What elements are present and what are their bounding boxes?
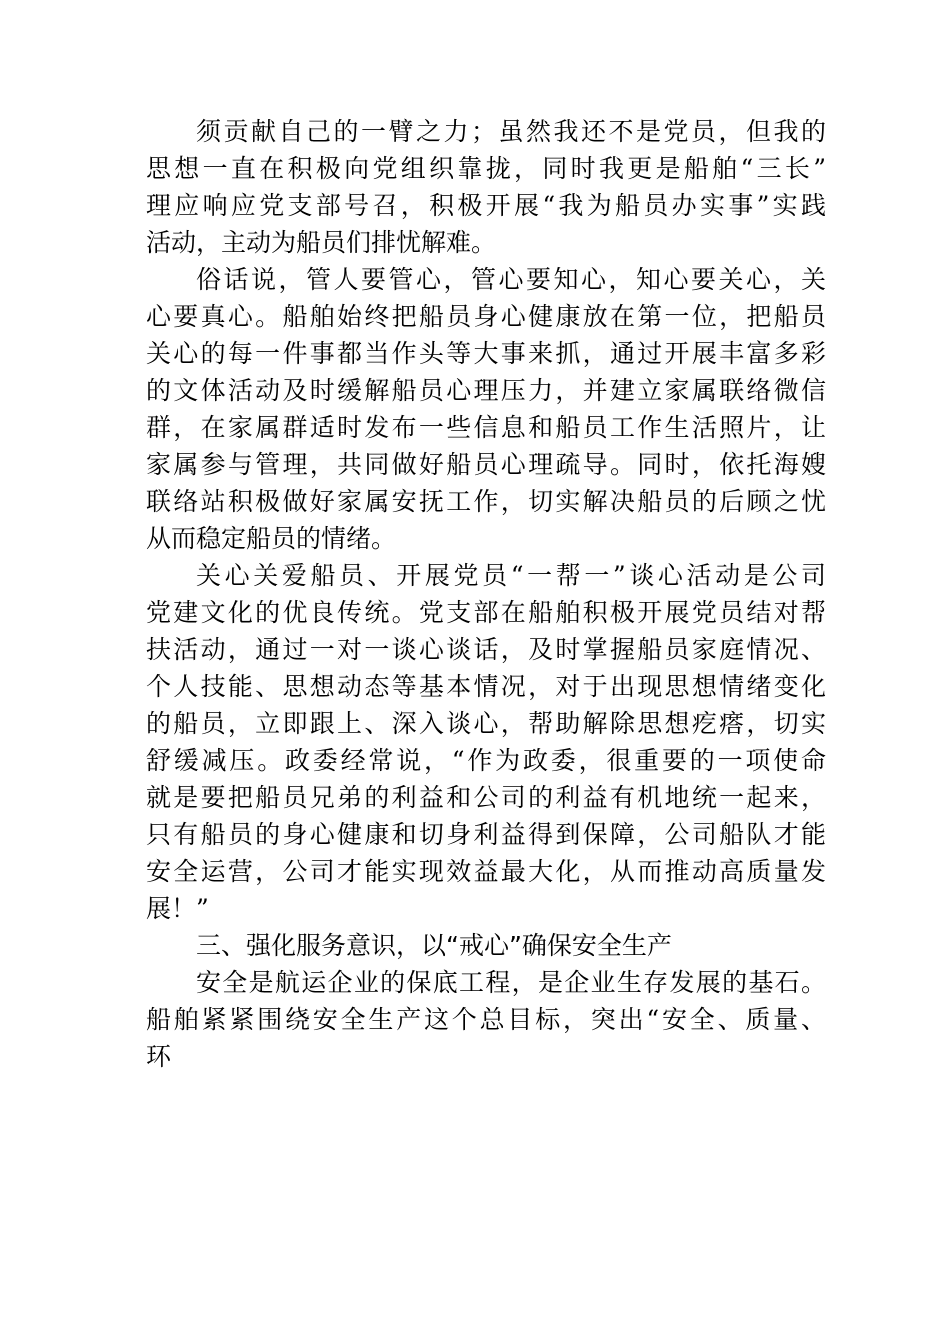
text-line: 联络站积极做好家属安抚工作，切实解决船员的后顾之忧: [146, 487, 829, 516]
section-heading: 三、强化服务意识，以“戒心”确保安全生产: [196, 931, 672, 960]
text-line: 思想一直在积极向党组织靠拢，同时我更是船舶“三长”: [146, 154, 830, 183]
text-line: 船舶紧紧围绕安全生产这个总目标，突出“安全、质量、: [146, 1005, 829, 1034]
text-line: 活动，主动为船员们排忧解难。: [146, 228, 497, 257]
text-line: 理应响应党支部号召，积极开展“我为船员办实事”实践: [146, 191, 830, 220]
text-line: 的文体活动及时缓解船员心理压力，并建立家属联络微信: [146, 376, 829, 405]
text-line: 心要真心。船舶始终把船员身心健康放在第一位，把船员: [146, 302, 829, 331]
text-line: 只有船员的身心健康和切身利益得到保障，公司船队才能: [146, 820, 829, 849]
text-line: 舒缓减压。政委经常说，“作为政委，很重要的一项使命: [146, 746, 829, 775]
text-line: 安全运营，公司才能实现效益最大化，从而推动高质量发: [146, 857, 829, 886]
text-line: 家属参与管理，共同做好船员心理疏导。同时，依托海嫂: [146, 450, 829, 479]
text-line: 个人技能、思想动态等基本情况，对于出现思想情绪变化: [146, 672, 829, 701]
text-line: 扶活动，通过一对一谈心谈话，及时掌握船员家庭情况、: [146, 635, 829, 664]
text-line: 安全是航运企业的保底工程，是企业生存发展的基石。: [196, 968, 828, 997]
text-line: 党建文化的优良传统。党支部在船舶积极开展党员结对帮: [146, 598, 829, 627]
text-line: 从而稳定船员的情绪。: [146, 524, 397, 553]
text-line: 关心关爱船员、开展党员“一帮一”谈心活动是公司: [196, 561, 830, 590]
text-line: 的船员，立即跟上、深入谈心，帮助解除思想疙瘩，切实: [146, 709, 829, 738]
text-line: 俗话说，管人要管心，管心要知心，知心要关心，关: [196, 265, 829, 294]
text-line: 关心的每一件事都当作头等大事来抓，通过开展丰富多彩: [146, 339, 829, 368]
text-line: 展！”: [146, 894, 209, 923]
text-line: 环: [146, 1042, 172, 1071]
text-line: 就是要把船员兄弟的利益和公司的利益有机地统一起来，: [146, 783, 829, 812]
text-line: 须贡献自己的一臂之力；虽然我还不是党员，但我的: [196, 117, 829, 146]
text-line: 群，在家属群适时发布一些信息和船员工作生活照片，让: [146, 413, 829, 442]
